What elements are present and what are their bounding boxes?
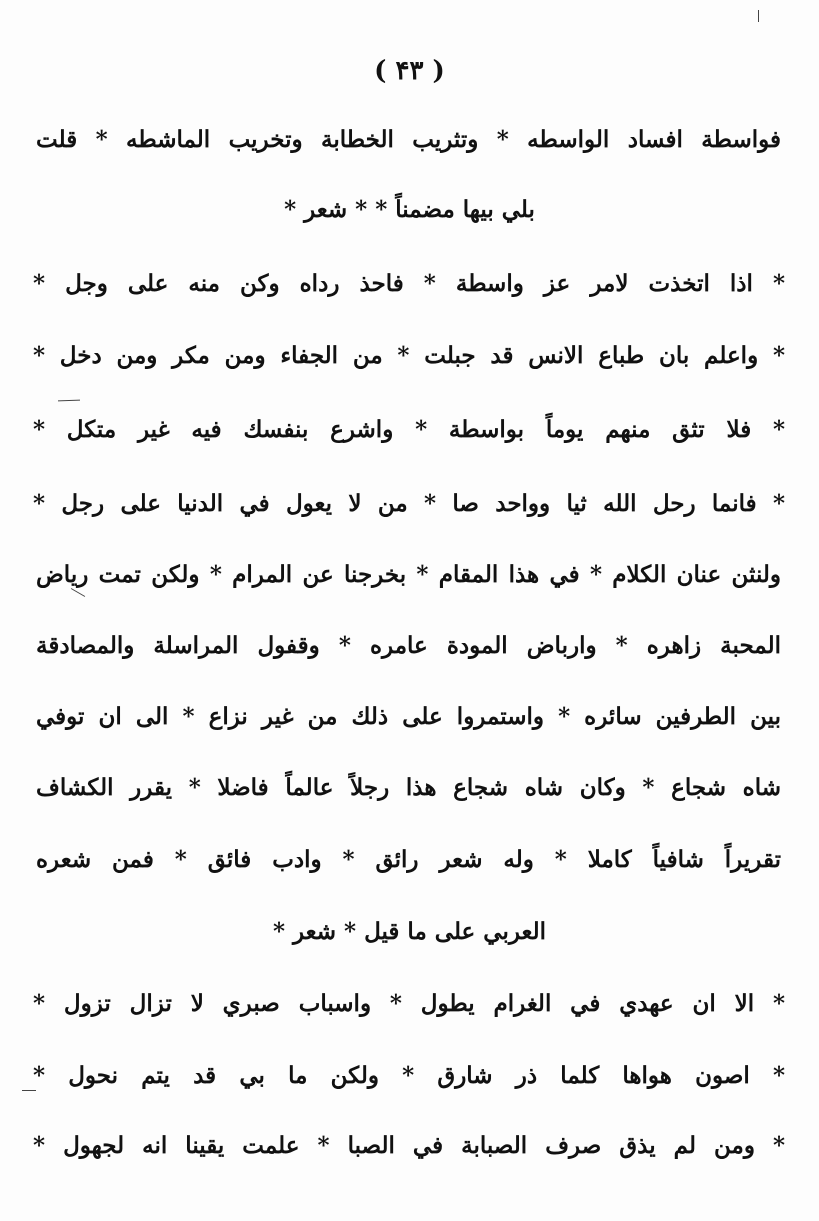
verse-line: * اذا اتخذت لامر عز واسطة * فاحذ رداه وكن منه على وجل * <box>33 270 785 297</box>
text-line: تقريراً شافياً كاملا * وله شعر رائق * وادب فائق * فمن شعره <box>36 846 781 873</box>
text-line: ولنثن عنان الكلام * في هذا المقام * بخرجنا عن المرام * ولكن تمت رياض <box>36 561 781 588</box>
text-line: فواسطة افساد الواسطه * وتثريب الخطابة وتخريب الماشطه * قلت <box>36 126 781 153</box>
scan-mark <box>758 10 759 22</box>
scan-mark <box>58 400 80 402</box>
scan-mark <box>71 588 85 597</box>
text-line: شاه شجاع * وكان شاه شجاع هذا رجلاً عالماً فاضلا * يقرر الكشاف <box>36 774 781 801</box>
text-line: بين الطرفين سائره * واستمروا على ذلك من غير نزاع * الى ان توفي <box>36 703 781 730</box>
text-line: بلي بيها مضمناً * * شعر * <box>284 196 535 223</box>
verse-line: * ومن لم يذق صرف الصبابة في الصبا * علمت يقينا انه لجهول * <box>33 1132 785 1159</box>
verse-line: * فانما رحل الله ثيا وواحد صا * من لا يعول في الدنيا على رجل * <box>33 490 785 517</box>
verse-line: * اصون هواها كلما ذر شارق * ولكن ما بي قد يتم نحول * <box>33 1062 785 1089</box>
text-line: العربي على ما قيل * شعر * <box>272 918 547 945</box>
verse-line: * واعلم بان طباع الانس قد جبلت * من الجفاء ومن مكر ومن دخل * <box>33 342 785 369</box>
verse-line: * الا ان عهدي في الغرام يطول * واسباب صبري لا تزال تزول * <box>33 990 785 1017</box>
text-line: المحبة زاهره * وارباض المودة عامره * وقفول المراسلة والمصادقة <box>36 632 781 659</box>
scan-mark <box>22 1090 36 1091</box>
page-number: ( ۴۳ ) <box>374 56 445 86</box>
verse-line: * فلا تثق منهم يوماً بواسطة * واشرع بنفسك فيه غير متكل * <box>33 416 785 443</box>
